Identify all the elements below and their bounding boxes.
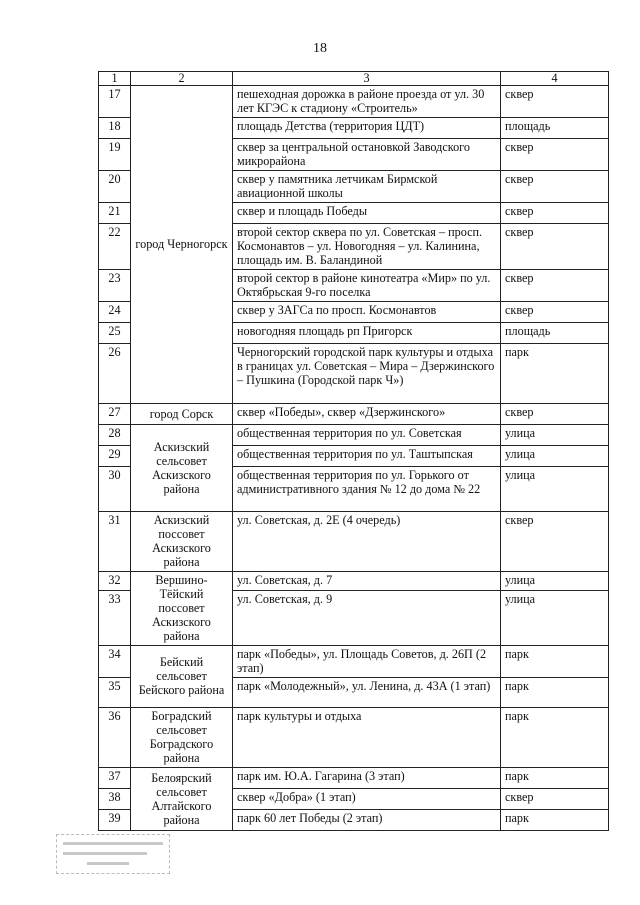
row-description: ул. Советская, д. 2Е (4 очередь) <box>233 512 501 572</box>
table-row <box>99 708 609 768</box>
region-cell: Боградский сельсовет Боградского района <box>131 708 233 768</box>
row-type: парк <box>501 810 609 831</box>
row-number: 36 <box>99 708 131 768</box>
row-description: парк 60 лет Победы (2 этап) <box>233 810 501 831</box>
row-number: 29 <box>99 446 131 467</box>
row-type: сквер <box>501 302 609 323</box>
row-description: пешеходная дорожка в районе проезда от ул. 30 лет КГЭС к стадиону «Строитель» <box>233 86 501 118</box>
row-description: площадь Детства (территория ЦДТ) <box>233 118 501 139</box>
row-description: новогодняя площадь рп Пригорск <box>233 323 501 344</box>
row-number: 31 <box>99 512 131 572</box>
row-type: парк <box>501 678 609 708</box>
table-row <box>99 646 609 678</box>
table-row <box>99 512 609 572</box>
table-row <box>99 768 609 789</box>
row-type: парк <box>501 646 609 678</box>
row-number: 34 <box>99 646 131 678</box>
table-row <box>99 425 609 446</box>
row-number: 23 <box>99 270 131 302</box>
registry-table <box>98 71 609 831</box>
row-description: сквер у памятника летчикам Бирмской авиационной школы <box>233 171 501 203</box>
table-row <box>99 572 609 591</box>
row-type: площадь <box>501 118 609 139</box>
col-header-1: 1 <box>99 72 131 86</box>
row-description: парк «Победы», ул. Площадь Советов, д. 26П (2 этап) <box>233 646 501 678</box>
row-number: 19 <box>99 139 131 171</box>
row-type: сквер <box>501 270 609 302</box>
row-description: сквер «Добра» (1 этап) <box>233 789 501 810</box>
row-description: сквер за центральной остановкой Заводского микрорайона <box>233 139 501 171</box>
row-type: улица <box>501 425 609 446</box>
region-cell: Аскизский поссовет Аскизского района <box>131 512 233 572</box>
row-number: 38 <box>99 789 131 810</box>
row-type: сквер <box>501 139 609 171</box>
row-number: 20 <box>99 171 131 203</box>
region-cell: Аскизский сельсовет Аскизского района <box>131 425 233 512</box>
row-number: 35 <box>99 678 131 708</box>
row-number: 24 <box>99 302 131 323</box>
row-type: сквер <box>501 789 609 810</box>
row-description: сквер и площадь Победы <box>233 203 501 224</box>
row-number: 18 <box>99 118 131 139</box>
region-cell: город Черногорск <box>131 86 233 404</box>
row-type: сквер <box>501 86 609 118</box>
row-type: парк <box>501 708 609 768</box>
row-description: общественная территория по ул. Горького от административного здания № 12 до дома № 22 <box>233 467 501 512</box>
row-number: 17 <box>99 86 131 118</box>
row-number: 25 <box>99 323 131 344</box>
row-description: общественная территория по ул. Таштыпская <box>233 446 501 467</box>
region-cell: Вершино-Тёйский поссовет Аскизского района <box>131 572 233 646</box>
col-header-4: 4 <box>501 72 609 86</box>
page-number: 18 <box>313 41 327 56</box>
table-row <box>99 404 609 425</box>
row-number: 39 <box>99 810 131 831</box>
row-type: улица <box>501 591 609 646</box>
row-type: сквер <box>501 203 609 224</box>
row-number: 28 <box>99 425 131 446</box>
header-row <box>99 72 609 86</box>
row-number: 37 <box>99 768 131 789</box>
row-description: парк «Молодежный», ул. Ленина, д. 43А (1 этап) <box>233 678 501 708</box>
row-type: улица <box>501 446 609 467</box>
row-description: ул. Советская, д. 9 <box>233 591 501 646</box>
row-description: второй сектор в районе кинотеатра «Мир» по ул. Октябрьская 9-го поселка <box>233 270 501 302</box>
row-description: второй сектор сквера по ул. Советская – просп. Космонавтов – ул. Новогодняя – ул. Калинина, площадь им. В. Баландиной <box>233 224 501 270</box>
row-type: сквер <box>501 512 609 572</box>
row-number: 21 <box>99 203 131 224</box>
row-type: парк <box>501 768 609 789</box>
faded-stamp <box>56 834 170 874</box>
row-type: площадь <box>501 323 609 344</box>
row-description: парк культуры и отдыха <box>233 708 501 768</box>
row-description: ул. Советская, д. 7 <box>233 572 501 591</box>
row-type: сквер <box>501 404 609 425</box>
region-cell: Белоярский сельсовет Алтайского района <box>131 768 233 831</box>
col-header-2: 2 <box>131 72 233 86</box>
table-row <box>99 86 609 118</box>
row-type: сквер <box>501 224 609 270</box>
row-type: парк <box>501 344 609 404</box>
row-number: 22 <box>99 224 131 270</box>
region-cell: город Сорск <box>131 404 233 425</box>
row-description: сквер у ЗАГСа по просп. Космонавтов <box>233 302 501 323</box>
row-type: улица <box>501 467 609 512</box>
row-number: 30 <box>99 467 131 512</box>
col-header-3: 3 <box>233 72 501 86</box>
row-number: 26 <box>99 344 131 404</box>
region-cell: Бейский сельсовет Бейского района <box>131 646 233 708</box>
row-number: 32 <box>99 572 131 591</box>
row-description: сквер «Победы», сквер «Дзержинского» <box>233 404 501 425</box>
row-description: общественная территория по ул. Советская <box>233 425 501 446</box>
row-description: Черногорский городской парк культуры и отдыха в границах ул. Советская – Мира – Дзержинского – Пушкина (Городской парк Ч») <box>233 344 501 404</box>
row-number: 33 <box>99 591 131 646</box>
row-type: улица <box>501 572 609 591</box>
row-number: 27 <box>99 404 131 425</box>
row-description: парк им. Ю.А. Гагарина (3 этап) <box>233 768 501 789</box>
row-type: сквер <box>501 171 609 203</box>
